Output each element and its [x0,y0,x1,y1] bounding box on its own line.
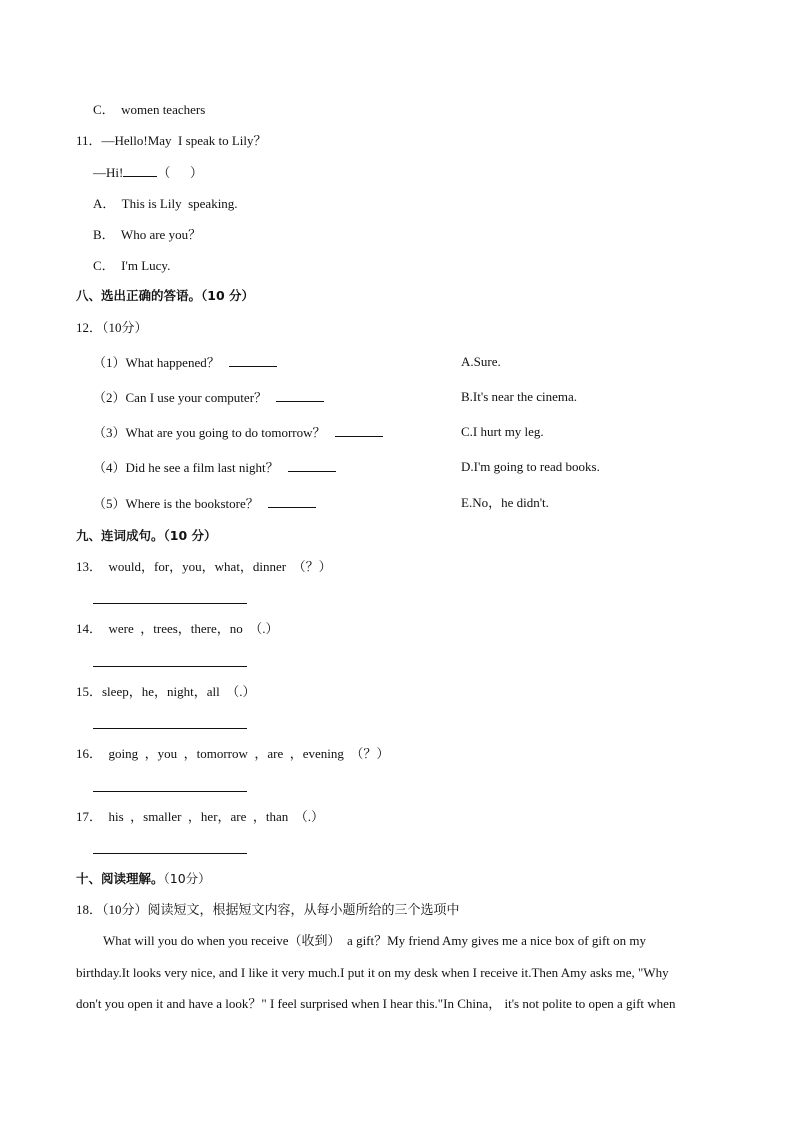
q12-item-1 [93,354,277,371]
q11-answer-blank[interactable] [123,164,157,177]
q11-stem: 11．—Hello!May I speak to Lily？ [76,133,267,148]
q12-blank-2[interactable] [276,389,324,402]
q12-blank-5[interactable] [268,495,316,508]
q12-blank-3[interactable] [335,424,383,437]
passage-line-1: What will you do when you receive（收到） a gift？My friend Amy gives me a nice box of gift on my [103,933,646,948]
q12-item-4 [93,459,336,476]
q17-words: 17． his ，smaller ，her，are ，than （.） [76,809,325,824]
q11-option-b: B． Who are you？ [93,227,202,242]
section9-title: 九、连词成句。（10 分） [76,528,217,543]
section10-title [76,871,211,887]
q12-blank-4[interactable] [288,459,336,472]
q12-answer-b: B.It's near the cinema. [461,389,578,404]
section10-title-text: 十、阅读理解。 [76,871,164,886]
q11-reply-prefix: —Hi! [93,165,124,180]
q15-answer-line[interactable] [93,728,247,729]
q13-answer-line[interactable] [93,603,247,604]
q15-words: 15．sleep，he，night，all （.） [76,684,256,699]
q16-words: 16． going ，you ，tomorrow ，are ，evening （？） [76,746,390,761]
q12-item-3-text: （3）What are you going to do tomorrow？ [93,425,326,440]
passage-line-3: don't you open it and have a look？" I feel surprised when I hear this."In China， it's not polite to open a gift when [76,996,676,1011]
q16-answer-line[interactable] [93,791,247,792]
q13-words: 13． would，for，you，what，dinner （？） [76,559,332,574]
q12-item-5 [93,495,316,512]
q12-answer-d: D.I'm going to read books. [461,459,600,474]
q18-label: 18．（10分）阅读短文，根据短文内容，从每小题所给的三个选项中 [76,902,460,917]
q12-answer-a: A.Sure. [461,354,501,369]
q11-option-a: A． This is Lily speaking. [93,196,238,211]
q12-item-5-text: （5）Where is the bookstore？ [93,496,259,511]
q17-answer-line[interactable] [93,853,247,854]
q12-label: 12．（10分） [76,320,148,335]
q12-item-2-text: （2）Can I use your computer？ [93,390,268,405]
q11-reply-paren: （ ） [157,165,203,180]
q12-answer-e: E.No，he didn't. [461,495,549,510]
q12-answer-c: C.I hurt my leg. [461,424,544,439]
q12-item-4-text: （4）Did he see a film last night？ [93,460,279,475]
q11-reply [93,164,203,181]
q14-words: 14． were ，trees，there，no （.） [76,621,279,636]
section10-title-score: （10分） [163,871,211,886]
q11-option-c: C． I'm Lucy. [93,258,171,273]
q12-item-2 [93,389,324,406]
q12-item-3 [93,424,383,441]
q10-option-c: C． women teachers [93,102,206,117]
q12-blank-1[interactable] [229,354,277,367]
passage-line-2: birthday.It looks very nice, and I like it very much.I put it on my desk when I receive it.Then Amy asks me, "Why [76,965,669,980]
section8-title: 八、选出正确的答语。（10 分） [76,288,254,303]
q14-answer-line[interactable] [93,666,247,667]
q12-item-1-text: （1）What happened？ [93,355,220,370]
